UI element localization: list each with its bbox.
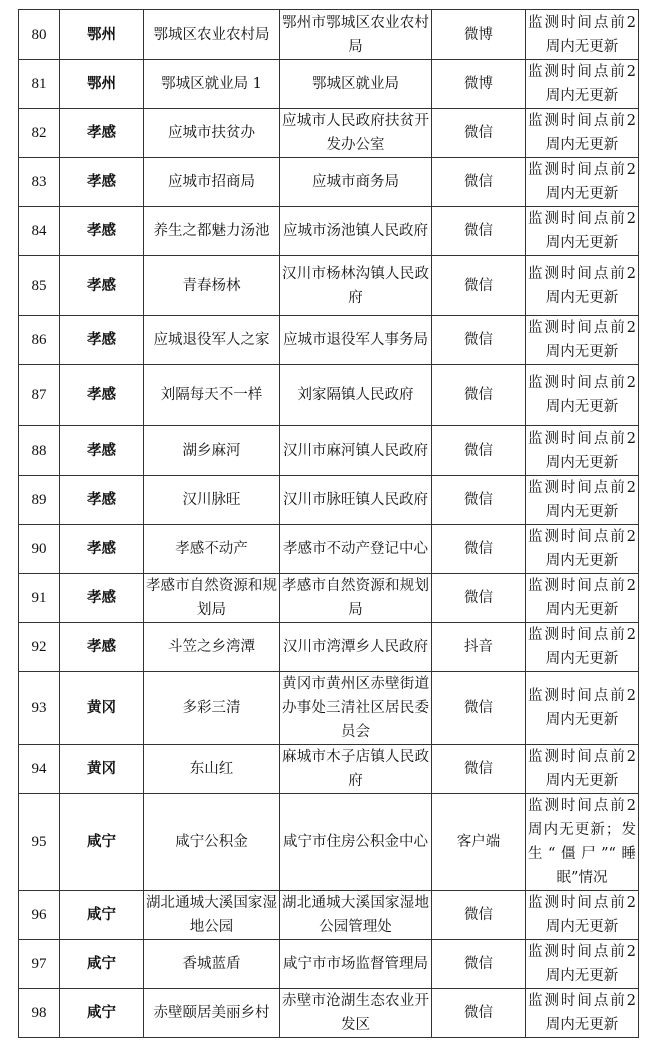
cell-region: 咸宁 xyxy=(60,891,144,940)
cell-operator: 鄂城区就业局 xyxy=(280,60,432,109)
cell-issue: 监测时间点前2周内无更新 xyxy=(526,426,639,476)
table-row xyxy=(19,207,639,256)
cell-issue: 监测时间点前2周内无更新 xyxy=(526,60,639,109)
cell-platform: 微信 xyxy=(432,745,526,794)
cell-platform: 微信 xyxy=(432,158,526,207)
cell-issue: 监测时间点前2周内无更新 xyxy=(526,623,639,672)
cell-account-name: 孝感市自然资源和规划局 xyxy=(144,574,280,623)
cell-platform: 微信 xyxy=(432,525,526,574)
cell-issue: 监测时间点前2周内无更新 xyxy=(526,940,639,989)
cell-platform: 微信 xyxy=(432,940,526,989)
cell-account-name: 咸宁公积金 xyxy=(144,794,280,891)
cell-account-name: 应城退役军人之家 xyxy=(144,316,280,365)
cell-account-name: 香城蓝盾 xyxy=(144,940,280,989)
cell-issue: 监测时间点前2周内无更新 xyxy=(526,745,639,794)
table-row xyxy=(19,940,639,989)
cell-issue: 监测时间点前2周内无更新；发生“僵尸”“睡眠”情况 xyxy=(526,794,639,891)
cell-number: 94 xyxy=(19,745,60,794)
table-body xyxy=(19,10,639,1038)
cell-issue: 监测时间点前2周内无更新 xyxy=(526,316,639,365)
cell-operator: 麻城市木子店镇人民政府 xyxy=(280,745,432,794)
cell-operator: 刘家隔镇人民政府 xyxy=(280,365,432,426)
cell-operator: 汉川市脉旺镇人民政府 xyxy=(280,476,432,525)
cell-operator: 孝感市自然资源和规划局 xyxy=(280,574,432,623)
cell-account-name: 汉川脉旺 xyxy=(144,476,280,525)
cell-number: 83 xyxy=(19,158,60,207)
cell-operator: 孝感市不动产登记中心 xyxy=(280,525,432,574)
cell-account-name: 鄂城区就业局 1 xyxy=(144,60,280,109)
cell-number: 91 xyxy=(19,574,60,623)
table-row xyxy=(19,745,639,794)
cell-region: 孝感 xyxy=(60,525,144,574)
cell-platform: 微信 xyxy=(432,256,526,316)
cell-platform: 微博 xyxy=(432,10,526,60)
cell-issue: 监测时间点前2周内无更新 xyxy=(526,891,639,940)
table-row xyxy=(19,316,639,365)
cell-operator: 汉川市麻河镇人民政府 xyxy=(280,426,432,476)
table-row xyxy=(19,525,639,574)
cell-region: 孝感 xyxy=(60,256,144,316)
cell-operator: 咸宁市市场监督管理局 xyxy=(280,940,432,989)
cell-operator: 汉川市湾潭乡人民政府 xyxy=(280,623,432,672)
cell-platform: 微信 xyxy=(432,574,526,623)
cell-number: 90 xyxy=(19,525,60,574)
cell-platform: 微信 xyxy=(432,476,526,525)
table-row xyxy=(19,10,639,60)
cell-region: 咸宁 xyxy=(60,940,144,989)
cell-issue: 监测时间点前2周内无更新 xyxy=(526,989,639,1038)
cell-number: 81 xyxy=(19,60,60,109)
cell-number: 95 xyxy=(19,794,60,891)
cell-account-name: 斗笠之乡湾潭 xyxy=(144,623,280,672)
cell-number: 92 xyxy=(19,623,60,672)
cell-platform: 微信 xyxy=(432,891,526,940)
table-row xyxy=(19,989,639,1038)
cell-issue: 监测时间点前2周内无更新 xyxy=(526,10,639,60)
cell-region: 咸宁 xyxy=(60,989,144,1038)
table-row xyxy=(19,623,639,672)
cell-operator: 鄂州市鄂城区农业农村局 xyxy=(280,10,432,60)
cell-operator: 应城市退役军人事务局 xyxy=(280,316,432,365)
cell-account-name: 应城市招商局 xyxy=(144,158,280,207)
cell-platform: 微信 xyxy=(432,207,526,256)
cell-operator: 应城市商务局 xyxy=(280,158,432,207)
cell-issue: 监测时间点前2周内无更新 xyxy=(526,109,639,158)
table-row xyxy=(19,109,639,158)
cell-region: 孝感 xyxy=(60,207,144,256)
cell-number: 97 xyxy=(19,940,60,989)
cell-platform: 微信 xyxy=(432,426,526,476)
cell-number: 80 xyxy=(19,10,60,60)
table-row xyxy=(19,574,639,623)
cell-region: 黄冈 xyxy=(60,745,144,794)
cell-number: 86 xyxy=(19,316,60,365)
cell-platform: 微信 xyxy=(432,989,526,1038)
cell-operator: 湖北通城大溪国家湿地公园管理处 xyxy=(280,891,432,940)
cell-region: 黄冈 xyxy=(60,672,144,745)
cell-issue: 监测时间点前2周内无更新 xyxy=(526,574,639,623)
cell-region: 孝感 xyxy=(60,574,144,623)
cell-account-name: 湖乡麻河 xyxy=(144,426,280,476)
cell-number: 84 xyxy=(19,207,60,256)
cell-region: 孝感 xyxy=(60,426,144,476)
cell-number: 98 xyxy=(19,989,60,1038)
table-row xyxy=(19,794,639,891)
account-table xyxy=(18,9,639,1038)
cell-account-name: 刘隔每天不一样 xyxy=(144,365,280,426)
cell-operator: 应城市汤池镇人民政府 xyxy=(280,207,432,256)
cell-number: 93 xyxy=(19,672,60,745)
table-row xyxy=(19,365,639,426)
table-row xyxy=(19,60,639,109)
cell-region: 孝感 xyxy=(60,365,144,426)
cell-issue: 监测时间点前2周内无更新 xyxy=(526,365,639,426)
cell-region: 孝感 xyxy=(60,316,144,365)
table-row xyxy=(19,476,639,525)
cell-region: 鄂州 xyxy=(60,10,144,60)
cell-number: 82 xyxy=(19,109,60,158)
cell-issue: 监测时间点前2周内无更新 xyxy=(526,158,639,207)
cell-account-name: 孝感不动产 xyxy=(144,525,280,574)
cell-issue: 监测时间点前2周内无更新 xyxy=(526,525,639,574)
cell-operator: 汉川市杨林沟镇人民政府 xyxy=(280,256,432,316)
cell-platform: 客户端 xyxy=(432,794,526,891)
cell-platform: 微信 xyxy=(432,365,526,426)
cell-platform: 微信 xyxy=(432,316,526,365)
cell-platform: 微信 xyxy=(432,672,526,745)
cell-platform: 抖音 xyxy=(432,623,526,672)
cell-issue: 监测时间点前2周内无更新 xyxy=(526,207,639,256)
cell-region: 咸宁 xyxy=(60,794,144,891)
cell-account-name: 鄂城区农业农村局 xyxy=(144,10,280,60)
cell-platform: 微博 xyxy=(432,60,526,109)
cell-platform: 微信 xyxy=(432,109,526,158)
table-row xyxy=(19,891,639,940)
cell-account-name: 青春杨林 xyxy=(144,256,280,316)
cell-number: 96 xyxy=(19,891,60,940)
cell-region: 孝感 xyxy=(60,623,144,672)
cell-operator: 咸宁市住房公积金中心 xyxy=(280,794,432,891)
cell-issue: 监测时间点前2周内无更新 xyxy=(526,672,639,745)
cell-operator: 黄冈市黄州区赤壁街道办事处三清社区居民委员会 xyxy=(280,672,432,745)
table-row xyxy=(19,426,639,476)
cell-number: 87 xyxy=(19,365,60,426)
cell-operator: 应城市人民政府扶贫开发办公室 xyxy=(280,109,432,158)
cell-account-name: 养生之都魅力汤池 xyxy=(144,207,280,256)
cell-number: 89 xyxy=(19,476,60,525)
cell-operator: 赤壁市沧湖生态农业开发区 xyxy=(280,989,432,1038)
cell-number: 88 xyxy=(19,426,60,476)
cell-account-name: 湖北通城大溪国家湿地公园 xyxy=(144,891,280,940)
cell-issue: 监测时间点前2周内无更新 xyxy=(526,256,639,316)
cell-account-name: 多彩三清 xyxy=(144,672,280,745)
cell-account-name: 赤壁颐居美丽乡村 xyxy=(144,989,280,1038)
table-row xyxy=(19,672,639,745)
cell-region: 鄂州 xyxy=(60,60,144,109)
table-row xyxy=(19,158,639,207)
cell-account-name: 东山红 xyxy=(144,745,280,794)
cell-number: 85 xyxy=(19,256,60,316)
table-row xyxy=(19,256,639,316)
cell-region: 孝感 xyxy=(60,158,144,207)
cell-region: 孝感 xyxy=(60,476,144,525)
cell-issue: 监测时间点前2周内无更新 xyxy=(526,476,639,525)
cell-region: 孝感 xyxy=(60,109,144,158)
cell-account-name: 应城市扶贫办 xyxy=(144,109,280,158)
